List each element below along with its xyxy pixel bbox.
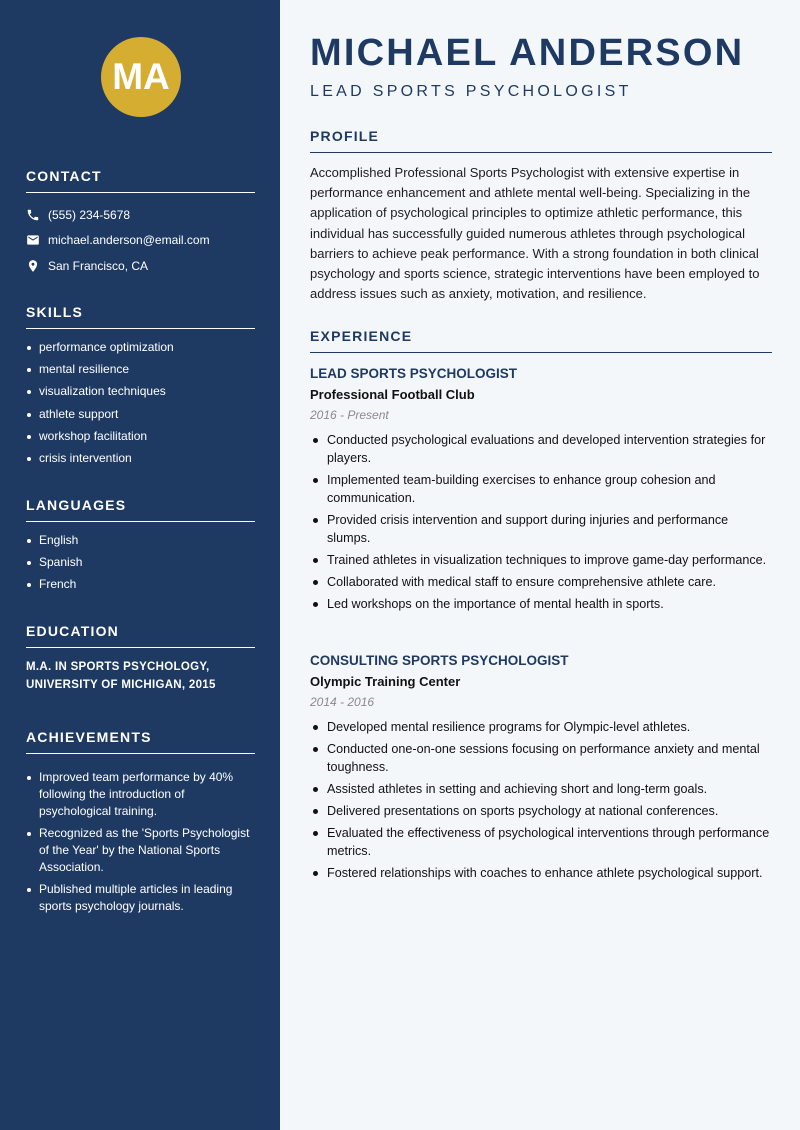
candidate-title: LEAD SPORTS PSYCHOLOGIST (310, 83, 632, 100)
contact-phone-text: (555) 234-5678 (48, 207, 131, 222)
experience-section (310, 328, 772, 353)
phone-icon (26, 208, 40, 222)
job-bullet: Collaborated with medical staff to ensure comprehensive athlete care. (310, 573, 772, 591)
job-bullet: Provided crisis intervention and support during injuries and performance slumps. (310, 511, 772, 547)
languages-list (26, 532, 255, 593)
achievements-list (26, 769, 255, 915)
job-title: LEAD SPORTS PSYCHOLOGIST (310, 366, 518, 381)
contact-list (26, 202, 255, 279)
job-bullet: Fostered relationships with coaches to enhance athlete psychological support. (310, 864, 772, 882)
language-item: English (26, 532, 255, 549)
job-bullets (310, 431, 772, 613)
contact-heading: CONTACT (26, 168, 255, 193)
skill-item: workshop facilitation (26, 428, 255, 445)
job-bullet: Assisted athletes in setting and achieving short and long-term goals. (310, 780, 772, 798)
achievements-section (26, 729, 255, 920)
contact-location (26, 253, 255, 279)
languages-section (26, 497, 255, 599)
achievement-item: Recognized as the 'Sports Psychologist of the Year' by the National Sports Association. (26, 825, 255, 876)
job-company: Olympic Training Center (310, 674, 461, 689)
experience-heading: EXPERIENCE (310, 328, 772, 353)
achievements-heading: ACHIEVEMENTS (26, 729, 255, 754)
sidebar (0, 0, 280, 1130)
job-bullet: Implemented team-building exercises to enhance group cohesion and communication. (310, 471, 772, 507)
skills-heading: SKILLS (26, 304, 255, 329)
contact-phone (26, 202, 255, 228)
mail-icon (26, 233, 40, 247)
contact-section (26, 168, 255, 279)
job-bullets (310, 718, 772, 882)
profile-section (310, 128, 772, 304)
job-bullet: Delivered presentations on sports psychology at national conferences. (310, 802, 772, 820)
education-heading: EDUCATION (26, 623, 255, 648)
skills-list (26, 339, 255, 467)
job-dates: 2016 - Present (310, 408, 389, 422)
skill-item: performance optimization (26, 339, 255, 356)
contact-email-text: michael.anderson@email.com (48, 233, 210, 248)
job-bullet: Conducted one-on-one sessions focusing on performance anxiety and mental toughness. (310, 740, 772, 776)
job-bullet: Developed mental resilience programs for Olympic-level athletes. (310, 718, 772, 736)
avatar-initials: MA (101, 37, 181, 117)
skill-item: visualization techniques (26, 383, 255, 400)
language-item: Spanish (26, 554, 255, 571)
candidate-name: MICHAEL ANDERSON (310, 32, 745, 74)
skill-item: crisis intervention (26, 450, 255, 467)
location-pin-icon (26, 259, 40, 273)
skill-item: mental resilience (26, 361, 255, 378)
language-item: French (26, 576, 255, 593)
job-entry (310, 366, 772, 617)
achievement-item: Improved team performance by 40% following the introduction of psychological training. (26, 769, 255, 820)
skills-section (26, 304, 255, 472)
contact-location-text: San Francisco, CA (48, 258, 149, 273)
education-section (26, 623, 255, 694)
languages-heading: LANGUAGES (26, 497, 255, 522)
job-bullet: Led workshops on the importance of mental health in sports. (310, 595, 772, 613)
job-dates: 2014 - 2016 (310, 695, 375, 709)
job-bullet: Evaluated the effectiveness of psychological interventions through performance metrics. (310, 824, 772, 860)
job-title: CONSULTING SPORTS PSYCHOLOGIST (310, 653, 569, 668)
job-bullet: Conducted psychological evaluations and developed intervention strategies for players. (310, 431, 772, 467)
education-entry (26, 658, 255, 694)
job-bullet: Trained athletes in visualization techniques to improve game-day performance. (310, 551, 772, 569)
education-degree: M.A. IN SPORTS PSYCHOLOGY, (26, 661, 210, 673)
profile-text: Accomplished Professional Sports Psychologist with extensive expertise in performance enhancement and athlete mental well-being. Specializing in the application of psychological principles to optimize athletic performance, this individual has successfully guided numerous athletes through psychological barriers to achieve peak performance. With a strong foundation in both clinical psychology and sports science, strategic interventions have been employed to address issues such as anxiety, motivation, and resilience. (310, 165, 760, 302)
education-school: UNIVERSITY OF MICHIGAN, 2015 (26, 679, 216, 691)
skill-item: athlete support (26, 406, 255, 423)
job-entry (310, 653, 772, 886)
profile-heading: PROFILE (310, 128, 772, 153)
achievement-item: Published multiple articles in leading sports psychology journals. (26, 881, 255, 915)
contact-email (26, 228, 255, 254)
job-company: Professional Football Club (310, 387, 475, 402)
